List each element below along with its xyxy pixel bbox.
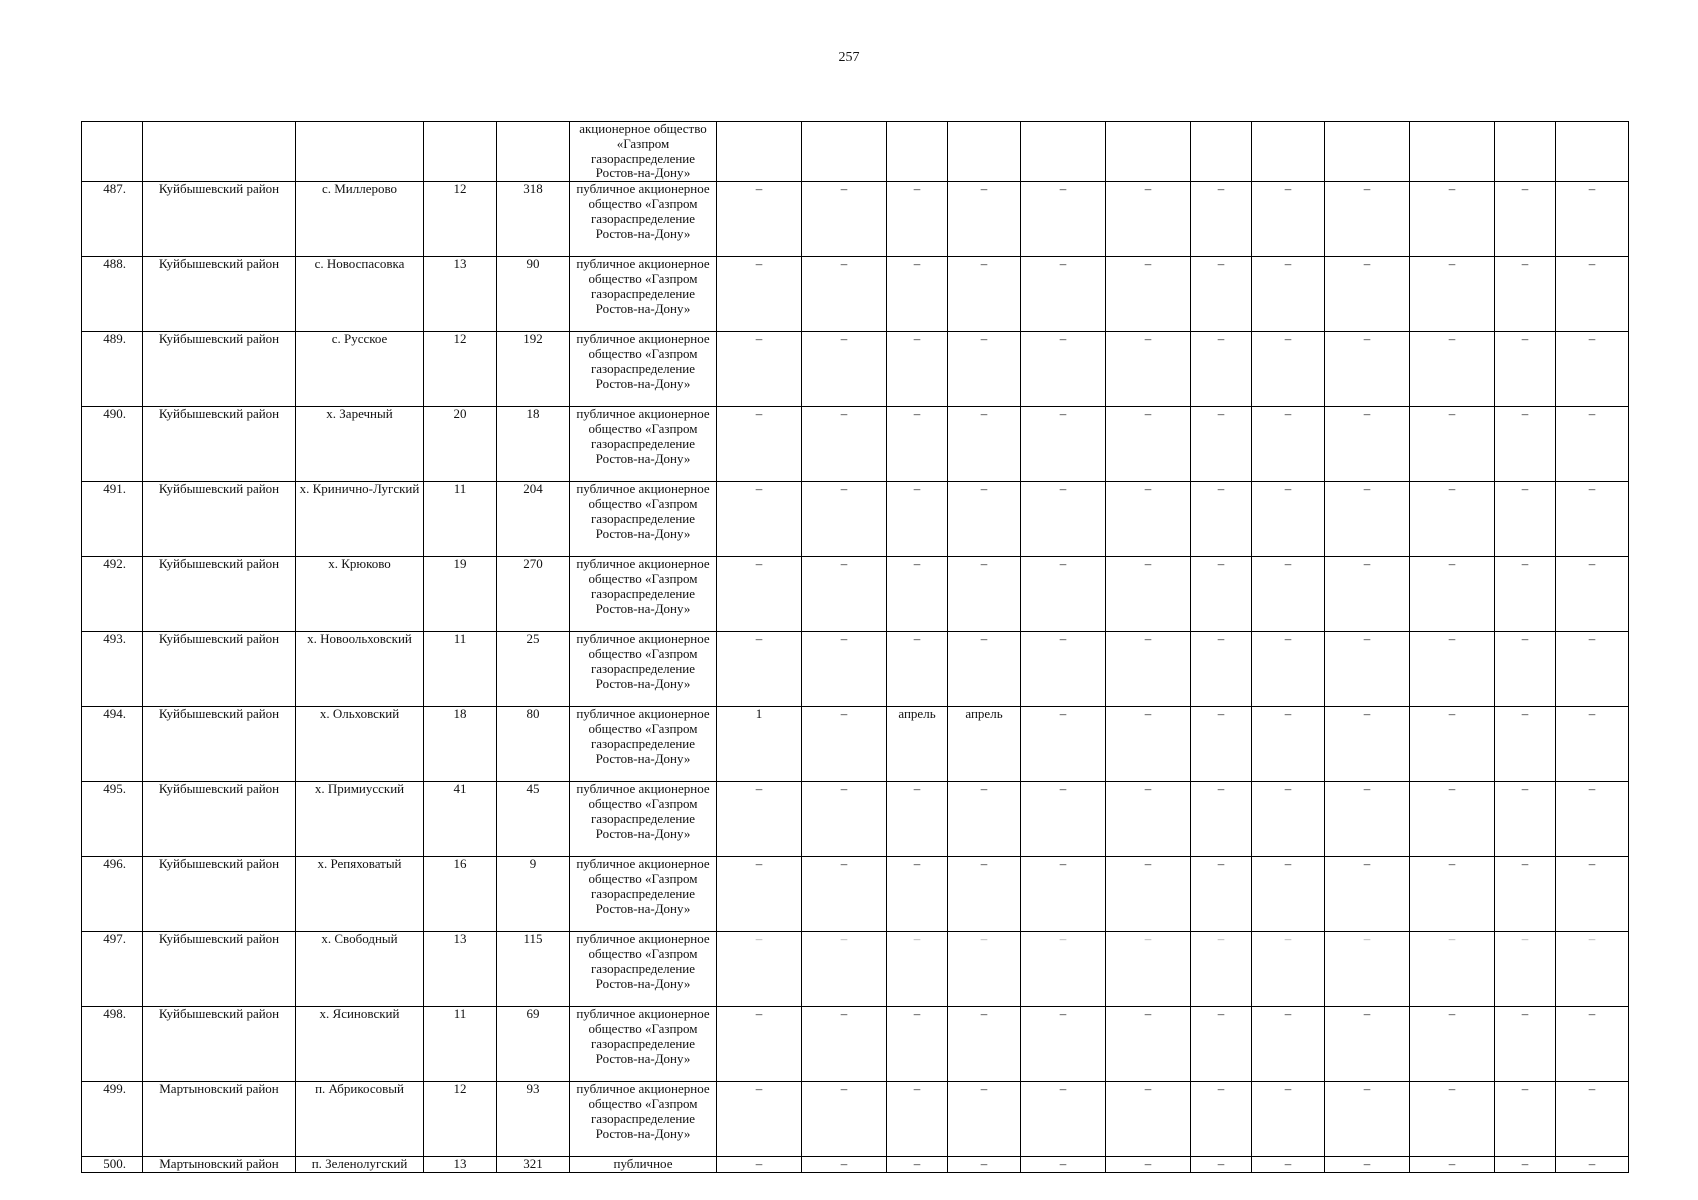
status-cell: –	[1495, 782, 1556, 857]
value-cell: 12	[424, 1082, 497, 1157]
status-cell: –	[948, 632, 1021, 707]
status-cell: –	[1325, 857, 1410, 932]
value-cell: 192	[497, 332, 570, 407]
status-cell: –	[717, 1007, 802, 1082]
status-cell: –	[1410, 1157, 1495, 1173]
table-row	[82, 707, 1629, 782]
status-cell: –	[948, 332, 1021, 407]
district-cell: Куйбышевский район	[143, 182, 296, 257]
status-cell: –	[1021, 257, 1106, 332]
status-cell: –	[1325, 707, 1410, 782]
status-cell: –	[887, 632, 948, 707]
organization-cell: публичное акционерное общество «Газпром газораспределение Ростов-на-Дону»	[570, 1007, 717, 1082]
status-cell: –	[1556, 707, 1629, 782]
value-cell: 18	[497, 407, 570, 482]
organization-cell: публичное	[570, 1157, 717, 1173]
organization-cell: публичное акционерное общество «Газпром газораспределение Ростов-на-Дону»	[570, 782, 717, 857]
status-cell: –	[948, 1157, 1021, 1173]
status-cell: –	[1325, 1157, 1410, 1173]
status-cell: –	[1021, 1082, 1106, 1157]
district-cell: Мартыновский район	[143, 1082, 296, 1157]
status-cell: –	[1021, 932, 1106, 1007]
status-cell: –	[887, 482, 948, 557]
value-cell: 318	[497, 182, 570, 257]
table-row	[82, 182, 1629, 257]
row-number: 495.	[82, 782, 143, 857]
status-cell: –	[802, 632, 887, 707]
status-cell: –	[1252, 407, 1325, 482]
status-cell: –	[1495, 632, 1556, 707]
status-cell: –	[1252, 257, 1325, 332]
value-cell: 80	[497, 707, 570, 782]
status-cell: –	[1495, 257, 1556, 332]
locality-cell: х. Заречный	[296, 407, 424, 482]
district-cell: Куйбышевский район	[143, 1007, 296, 1082]
organization-cell: публичное акционерное общество «Газпром газораспределение Ростов-на-Дону»	[570, 632, 717, 707]
status-cell: –	[1410, 707, 1495, 782]
registry-table	[81, 121, 1629, 1173]
row-number: 498.	[82, 1007, 143, 1082]
status-cell: –	[1191, 182, 1252, 257]
row-number: 500.	[82, 1157, 143, 1173]
status-cell: –	[717, 632, 802, 707]
status-cell: –	[1410, 782, 1495, 857]
locality-cell: х. Новоольховский	[296, 632, 424, 707]
status-cell: апрель	[887, 707, 948, 782]
status-cell: –	[887, 1157, 948, 1173]
status-cell: –	[1191, 707, 1252, 782]
organization-cell: публичное акционерное общество «Газпром газораспределение Ростов-на-Дону»	[570, 257, 717, 332]
locality-cell: с. Миллерово	[296, 182, 424, 257]
status-cell: –	[1021, 707, 1106, 782]
status-cell: –	[1021, 782, 1106, 857]
status-cell: –	[1191, 257, 1252, 332]
status-cell: –	[1556, 257, 1629, 332]
value-cell: 13	[424, 257, 497, 332]
value-cell: 9	[497, 857, 570, 932]
status-cell: –	[1556, 182, 1629, 257]
status-cell: –	[1325, 482, 1410, 557]
status-cell: –	[1556, 557, 1629, 632]
status-cell: –	[1410, 1007, 1495, 1082]
status-cell: –	[948, 857, 1021, 932]
status-cell: –	[1191, 857, 1252, 932]
status-cell: –	[802, 557, 887, 632]
status-cell: –	[1556, 1007, 1629, 1082]
table-row	[82, 482, 1629, 557]
status-cell: –	[1252, 857, 1325, 932]
row-number: 497.	[82, 932, 143, 1007]
status-cell: –	[1021, 557, 1106, 632]
row-number: 494.	[82, 707, 143, 782]
status-cell: –	[1106, 1007, 1191, 1082]
status-cell: –	[887, 407, 948, 482]
district-cell: Куйбышевский район	[143, 932, 296, 1007]
status-cell: –	[1495, 482, 1556, 557]
status-cell: –	[1495, 857, 1556, 932]
status-cell: –	[1495, 407, 1556, 482]
table-row	[82, 557, 1629, 632]
status-cell: –	[1556, 332, 1629, 407]
value-cell: 13	[424, 1157, 497, 1173]
table-row	[82, 1007, 1629, 1082]
status-cell: –	[1325, 557, 1410, 632]
status-cell: –	[948, 557, 1021, 632]
value-cell: 12	[424, 332, 497, 407]
row-number: 496.	[82, 857, 143, 932]
organization-cell: публичное акционерное общество «Газпром газораспределение Ростов-на-Дону»	[570, 1082, 717, 1157]
status-cell: –	[1021, 332, 1106, 407]
status-cell: –	[802, 857, 887, 932]
district-cell: Куйбышевский район	[143, 707, 296, 782]
status-cell: –	[1252, 1157, 1325, 1173]
status-cell: –	[948, 782, 1021, 857]
status-cell: –	[1325, 1082, 1410, 1157]
status-cell: –	[1495, 1157, 1556, 1173]
status-cell: –	[1410, 857, 1495, 932]
status-cell: –	[1106, 482, 1191, 557]
status-cell: –	[802, 407, 887, 482]
status-cell: –	[1191, 782, 1252, 857]
status-cell: –	[1325, 182, 1410, 257]
status-cell: –	[802, 1082, 887, 1157]
continuation-row	[82, 122, 1629, 182]
row-number: 490.	[82, 407, 143, 482]
value-cell: 19	[424, 557, 497, 632]
district-cell: Куйбышевский район	[143, 782, 296, 857]
table-row	[82, 332, 1629, 407]
table-row	[82, 1082, 1629, 1157]
row-number: 493.	[82, 632, 143, 707]
status-cell: –	[887, 332, 948, 407]
status-cell: –	[717, 932, 802, 1007]
status-cell: –	[1191, 1007, 1252, 1082]
organization-cell: публичное акционерное общество «Газпром газораспределение Ростов-на-Дону»	[570, 407, 717, 482]
table-row	[82, 932, 1629, 1007]
organization-cell: публичное акционерное общество «Газпром газораспределение Ростов-на-Дону»	[570, 332, 717, 407]
status-cell: –	[1252, 332, 1325, 407]
value-cell: 20	[424, 407, 497, 482]
locality-cell: х. Репяховатый	[296, 857, 424, 932]
status-cell: –	[887, 1007, 948, 1082]
status-cell: –	[1021, 482, 1106, 557]
status-cell: –	[717, 1082, 802, 1157]
locality-cell: х. Крюково	[296, 557, 424, 632]
status-cell: –	[717, 257, 802, 332]
status-cell: –	[1191, 332, 1252, 407]
value-cell: 16	[424, 857, 497, 932]
status-cell: –	[717, 332, 802, 407]
status-cell: –	[1495, 932, 1556, 1007]
organization-cell: публичное акционерное общество «Газпром газораспределение Ростов-на-Дону»	[570, 482, 717, 557]
status-cell: –	[948, 932, 1021, 1007]
value-cell: 12	[424, 182, 497, 257]
status-cell: –	[1021, 857, 1106, 932]
value-cell: 18	[424, 707, 497, 782]
status-cell: –	[1252, 707, 1325, 782]
value-cell: 11	[424, 1007, 497, 1082]
row-number: 487.	[82, 182, 143, 257]
status-cell: –	[1191, 1157, 1252, 1173]
value-cell: 93	[497, 1082, 570, 1157]
status-cell: –	[887, 182, 948, 257]
status-cell: –	[1325, 932, 1410, 1007]
status-cell: –	[1106, 632, 1191, 707]
status-cell: –	[717, 1157, 802, 1173]
status-cell: –	[1325, 257, 1410, 332]
district-cell: Куйбышевский район	[143, 482, 296, 557]
status-cell: –	[1021, 632, 1106, 707]
table-row	[82, 257, 1629, 332]
status-cell: –	[1495, 1082, 1556, 1157]
status-cell: –	[948, 1082, 1021, 1157]
table-row	[82, 407, 1629, 482]
value-cell: 270	[497, 557, 570, 632]
status-cell: апрель	[948, 707, 1021, 782]
table-row	[82, 632, 1629, 707]
status-cell: –	[802, 1157, 887, 1173]
status-cell: –	[1252, 1007, 1325, 1082]
status-cell: –	[802, 782, 887, 857]
status-cell: –	[1410, 1082, 1495, 1157]
locality-cell: х. Кринично-Лугский	[296, 482, 424, 557]
status-cell: –	[1252, 482, 1325, 557]
status-cell: –	[1410, 557, 1495, 632]
status-cell: –	[802, 707, 887, 782]
organization-cell: публичное акционерное общество «Газпром газораспределение Ростов-на-Дону»	[570, 932, 717, 1007]
locality-cell: с. Новоспасовка	[296, 257, 424, 332]
status-cell: –	[1106, 407, 1191, 482]
status-cell: –	[1106, 557, 1191, 632]
status-cell: –	[1410, 482, 1495, 557]
table-row	[82, 782, 1629, 857]
status-cell: –	[1106, 182, 1191, 257]
value-cell: 41	[424, 782, 497, 857]
district-cell: Куйбышевский район	[143, 332, 296, 407]
status-cell: –	[717, 182, 802, 257]
value-cell: 13	[424, 932, 497, 1007]
status-cell: –	[1495, 182, 1556, 257]
status-cell: –	[1252, 632, 1325, 707]
status-cell: –	[1410, 407, 1495, 482]
status-cell: –	[1410, 182, 1495, 257]
status-cell: –	[802, 332, 887, 407]
status-cell: –	[1556, 932, 1629, 1007]
status-cell: –	[887, 257, 948, 332]
status-cell: –	[1325, 407, 1410, 482]
locality-cell: х. Примиусский	[296, 782, 424, 857]
status-cell: –	[1106, 1082, 1191, 1157]
status-cell: –	[948, 407, 1021, 482]
status-cell: –	[1556, 1082, 1629, 1157]
status-cell: –	[1556, 782, 1629, 857]
value-cell: 115	[497, 932, 570, 1007]
status-cell: –	[1410, 932, 1495, 1007]
status-cell: –	[1191, 632, 1252, 707]
row-number: 489.	[82, 332, 143, 407]
status-cell: –	[1106, 857, 1191, 932]
table-row	[82, 857, 1629, 932]
status-cell: –	[1191, 407, 1252, 482]
status-cell: –	[1556, 407, 1629, 482]
status-cell: –	[1325, 332, 1410, 407]
value-cell: 25	[497, 632, 570, 707]
status-cell: –	[1495, 707, 1556, 782]
status-cell: –	[717, 407, 802, 482]
status-cell: –	[1106, 932, 1191, 1007]
locality-cell: х. Ольховский	[296, 707, 424, 782]
value-cell: 90	[497, 257, 570, 332]
status-cell: –	[887, 1082, 948, 1157]
status-cell: –	[1495, 557, 1556, 632]
status-cell: –	[1325, 782, 1410, 857]
continuation-organization: акционерное общество «Газпром газораспределение Ростов-на-Дону»	[570, 122, 717, 182]
status-cell: –	[1191, 482, 1252, 557]
organization-cell: публичное акционерное общество «Газпром газораспределение Ростов-на-Дону»	[570, 707, 717, 782]
district-cell: Мартыновский район	[143, 1157, 296, 1173]
status-cell: –	[1556, 482, 1629, 557]
status-cell: –	[802, 932, 887, 1007]
value-cell: 69	[497, 1007, 570, 1082]
status-cell: –	[1106, 707, 1191, 782]
status-cell: –	[1252, 1082, 1325, 1157]
status-cell: –	[1021, 1157, 1106, 1173]
organization-cell: публичное акционерное общество «Газпром газораспределение Ростов-на-Дону»	[570, 857, 717, 932]
table-body	[82, 122, 1629, 1173]
status-cell: –	[1495, 1007, 1556, 1082]
district-cell: Куйбышевский район	[143, 257, 296, 332]
row-number: 491.	[82, 482, 143, 557]
locality-cell: п. Зеленолугский	[296, 1157, 424, 1173]
locality-cell: с. Русское	[296, 332, 424, 407]
status-cell: –	[717, 557, 802, 632]
status-cell: –	[948, 257, 1021, 332]
locality-cell: п. Абрикосовый	[296, 1082, 424, 1157]
status-cell: –	[1106, 1157, 1191, 1173]
status-cell: –	[948, 182, 1021, 257]
status-cell: –	[1325, 632, 1410, 707]
status-cell: –	[1021, 182, 1106, 257]
status-cell: –	[1106, 782, 1191, 857]
status-cell: –	[1495, 332, 1556, 407]
status-cell: –	[887, 557, 948, 632]
value-cell: 204	[497, 482, 570, 557]
status-cell: –	[1106, 332, 1191, 407]
status-cell: –	[717, 482, 802, 557]
row-number: 492.	[82, 557, 143, 632]
status-cell: –	[1021, 1007, 1106, 1082]
status-cell: –	[1106, 257, 1191, 332]
status-cell: –	[1410, 632, 1495, 707]
status-cell: 1	[717, 707, 802, 782]
status-cell: –	[802, 482, 887, 557]
status-cell: –	[1410, 257, 1495, 332]
status-cell: –	[717, 857, 802, 932]
status-cell: –	[887, 932, 948, 1007]
district-cell: Куйбышевский район	[143, 407, 296, 482]
value-cell: 45	[497, 782, 570, 857]
district-cell: Куйбышевский район	[143, 632, 296, 707]
row-number: 488.	[82, 257, 143, 332]
status-cell: –	[887, 782, 948, 857]
status-cell: –	[948, 1007, 1021, 1082]
status-cell: –	[1191, 557, 1252, 632]
status-cell: –	[1191, 932, 1252, 1007]
page-number: 257	[838, 50, 860, 65]
status-cell: –	[1556, 632, 1629, 707]
status-cell: –	[1191, 1082, 1252, 1157]
status-cell: –	[1325, 1007, 1410, 1082]
locality-cell: х. Ясиновский	[296, 1007, 424, 1082]
status-cell: –	[802, 1007, 887, 1082]
row-number: 499.	[82, 1082, 143, 1157]
organization-cell: публичное акционерное общество «Газпром газораспределение Ростов-на-Дону»	[570, 557, 717, 632]
organization-cell: публичное акционерное общество «Газпром газораспределение Ростов-на-Дону»	[570, 182, 717, 257]
status-cell: –	[1556, 1157, 1629, 1173]
status-cell: –	[1252, 182, 1325, 257]
value-cell: 321	[497, 1157, 570, 1173]
status-cell: –	[802, 182, 887, 257]
status-cell: –	[1556, 857, 1629, 932]
status-cell: –	[802, 257, 887, 332]
status-cell: –	[887, 857, 948, 932]
district-cell: Куйбышевский район	[143, 857, 296, 932]
status-cell: –	[948, 482, 1021, 557]
status-cell: –	[717, 782, 802, 857]
status-cell: –	[1021, 407, 1106, 482]
locality-cell: х. Свободный	[296, 932, 424, 1007]
table-row	[82, 1157, 1629, 1173]
status-cell: –	[1252, 557, 1325, 632]
status-cell: –	[1252, 782, 1325, 857]
district-cell: Куйбышевский район	[143, 557, 296, 632]
value-cell: 11	[424, 482, 497, 557]
value-cell: 11	[424, 632, 497, 707]
status-cell: –	[1252, 932, 1325, 1007]
status-cell: –	[1410, 332, 1495, 407]
